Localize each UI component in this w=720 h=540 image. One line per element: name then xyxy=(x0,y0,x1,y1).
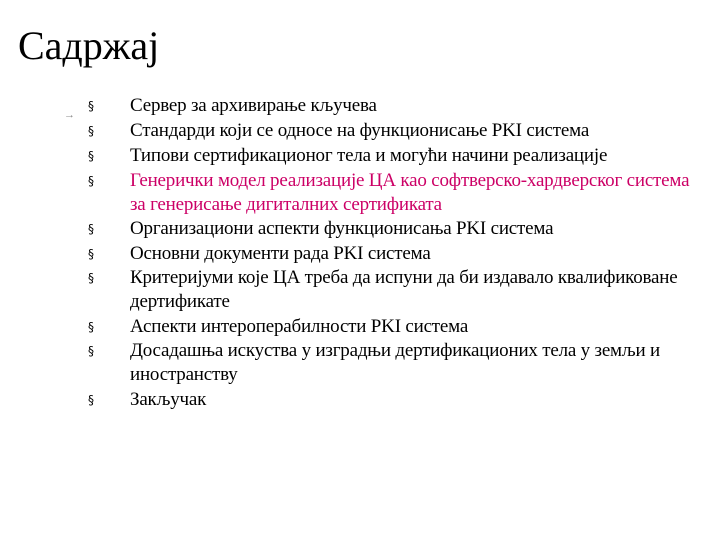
list-item-text: Досадашња искуства у изградњи дертификационих тела у земљи и иностранству xyxy=(130,340,660,385)
bullet-icon: § xyxy=(88,393,94,407)
bullet-icon: § xyxy=(88,271,94,285)
list-item xyxy=(88,94,708,118)
list-item-text: Типови сертификационог тела и могући начини реализације xyxy=(130,145,608,166)
list-item-text: Стандарди који се односе на функционисање PKI система xyxy=(130,120,590,141)
slide-title: Садржај xyxy=(18,23,160,68)
list-item xyxy=(88,266,708,314)
list-item xyxy=(88,339,708,387)
list-item xyxy=(88,144,708,168)
bullet-icon: § xyxy=(88,149,94,163)
list-item-text: Организациони аспекти функционисања PKI система xyxy=(130,218,554,239)
bullet-icon: § xyxy=(88,174,94,188)
bullet-list xyxy=(88,94,708,412)
list-item xyxy=(88,388,708,412)
list-item-highlighted xyxy=(88,169,708,217)
bullet-icon: § xyxy=(88,222,94,236)
list-item-text: Сервер за архивирање кључева xyxy=(130,95,377,116)
bullet-icon: § xyxy=(88,320,94,334)
list-item-text: Аспекти интероперабилности PKI система xyxy=(130,316,469,337)
list-item xyxy=(88,119,708,143)
list-item xyxy=(88,242,708,266)
list-item-text: Основни документи рада PKI система xyxy=(130,243,431,264)
bullet-icon: § xyxy=(88,247,94,261)
list-item-text: Генерички модел реализације ЦА као софтверско-хардверског система за генерисање дигиталних сертификата xyxy=(130,170,690,215)
bullet-icon: § xyxy=(88,124,94,138)
list-item xyxy=(88,217,708,241)
list-item xyxy=(88,315,708,339)
list-item-text: Критеријуми које ЦА треба да испуни да би издавало квалификоване дертификате xyxy=(130,267,678,312)
bullet-icon: § xyxy=(88,99,94,113)
arrow-icon: → xyxy=(64,109,75,121)
bullet-icon: § xyxy=(88,344,94,358)
list-item-text: Закључак xyxy=(130,389,207,410)
